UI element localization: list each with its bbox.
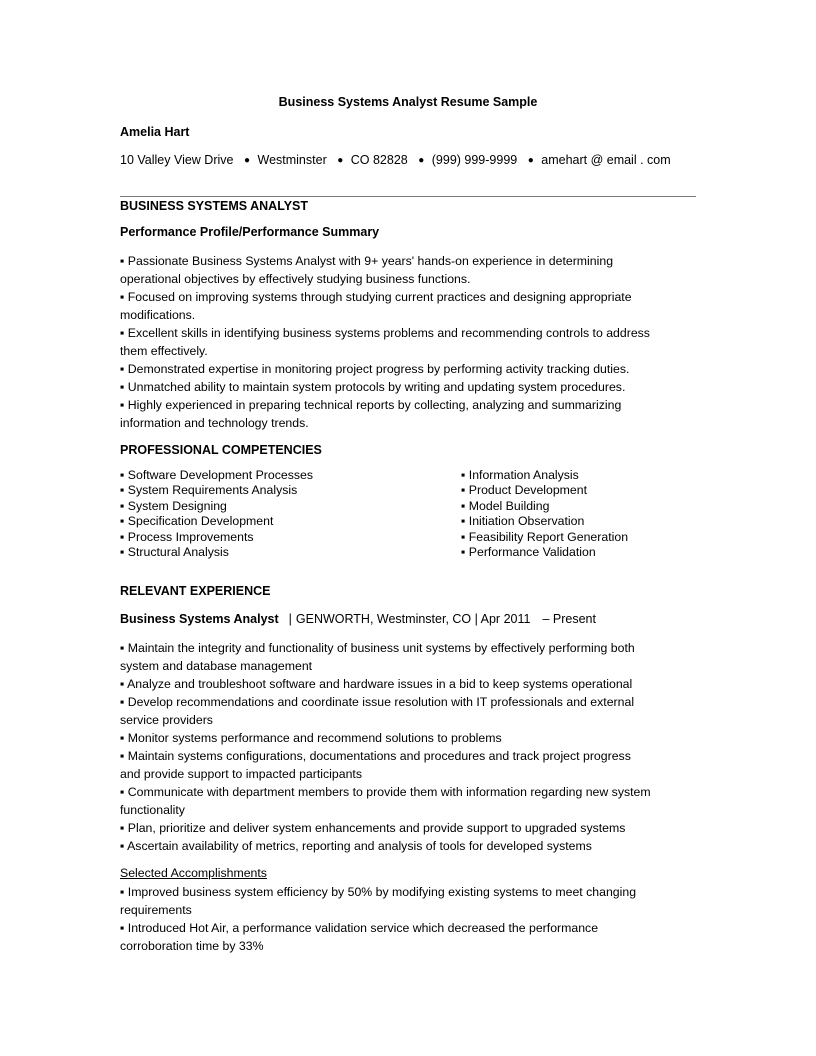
competency-item: ▪ Model Building [461,498,550,513]
summary-line: information and technology trends. [120,416,309,430]
competency-item: ▪ System Requirements Analysis [120,483,298,498]
competencies-right-column [461,468,628,560]
job-separator: | [288,612,292,626]
experience-line: system and database management [120,659,313,673]
competencies-left-column [120,468,313,560]
contact-phone: (999) 999-9999 [431,153,518,167]
experience-line: and provide support to impacted participants [120,767,362,781]
role-heading: BUSINESS SYSTEMS ANALYST [120,199,309,213]
experience-line: ▪ Communicate with department members to provide them with information regarding new system [120,785,651,799]
competency-item: ▪ Feasibility Report Generation [461,529,629,544]
summary-line: ▪ Highly experienced in preparing technical reports by collecting, analyzing and summarizing [120,398,622,412]
competency-item: ▪ Structural Analysis [120,545,229,560]
experience-line: ▪ Monitor systems performance and recommend solutions to problems [120,731,502,745]
bullet-icon: ● [418,155,425,166]
summary-line: ▪ Unmatched ability to maintain system protocols by writing and updating system procedures. [120,380,626,394]
competency-item: ▪ Product Development [461,483,588,498]
experience-line: ▪ Analyze and troubleshoot software and hardware issues in a bid to keep systems operational [120,677,633,691]
candidate-name: Amelia Hart [120,125,190,139]
competency-item: ▪ Specification Development [120,514,274,529]
summary-list [120,252,696,432]
bullet-icon: ● [337,155,344,166]
competencies-heading: PROFESSIONAL COMPETENCIES [120,443,322,457]
contact-line [120,153,671,167]
experience-line: ▪ Develop recommendations and coordinate issue resolution with IT professionals and external [120,695,635,709]
accomplishments-list [120,883,696,955]
summary-line: them effectively. [120,344,208,358]
experience-line: ▪ Maintain the integrity and functionality of business unit systems by effectively performing both [120,641,635,655]
job-title: Business Systems Analyst [120,612,279,626]
job-header [120,612,596,626]
competency-item: ▪ Initiation Observation [461,514,585,529]
summary-line: operational objectives by effectively studying business functions. [120,272,471,286]
experience-heading: RELEVANT EXPERIENCE [120,584,271,598]
profile-heading: Performance Profile/Performance Summary [120,225,380,239]
competency-item: ▪ Information Analysis [461,468,579,482]
summary-line: ▪ Passionate Business Systems Analyst with 9+ years' hands-on experience in determining [120,254,614,268]
summary-line: modifications. [120,308,196,322]
accomplishment-line: corroboration time by 33% [120,939,264,953]
competency-item: ▪ Performance Validation [461,545,596,560]
summary-line: ▪ Demonstrated expertise in monitoring project progress by performing activity tracking duties. [120,362,630,376]
competency-item: ▪ Software Development Processes [120,468,313,482]
contact-address: 10 Valley View Drive [120,153,234,167]
accomplishment-line: ▪ Introduced Hot Air, a performance validation service which decreased the performance [120,921,599,935]
bullet-icon: ● [243,155,251,166]
summary-line: ▪ Focused on improving systems through studying current practices and designing appropriate [120,290,632,304]
document-title: Business Systems Analyst Resume Sample [278,95,538,109]
experience-line: service providers [120,713,213,727]
job-end: – Present [542,612,596,626]
summary-line: ▪ Excellent skills in identifying business systems problems and recommending controls to address [120,326,650,340]
contact-city: Westminster [257,153,327,167]
experience-line: ▪ Plan, prioritize and deliver system enhancements and provide support to upgraded systems [120,821,626,835]
accomplishment-line: ▪ Improved business system efficiency by 50% by modifying existing systems to meet changing [120,885,637,899]
contact-email[interactable]: amehart @ email . com [541,153,671,167]
contact-state-zip: CO 82828 [350,153,408,167]
accomplishments-heading: Selected Accomplishments [120,866,267,880]
accomplishment-line: requirements [120,903,192,917]
experience-line: ▪ Ascertain availability of metrics, reporting and analysis of tools for developed systems [120,839,592,853]
section-divider [120,196,696,197]
experience-list [120,639,696,855]
competency-item: ▪ Process Improvements [120,529,254,544]
experience-line: ▪ Maintain systems configurations, documentations and procedures and track project progress [120,749,631,763]
bullet-icon: ● [527,155,534,166]
experience-line: functionality [120,803,185,817]
competency-item: ▪ System Designing [120,498,227,513]
job-details: GENWORTH, Westminster, CO | Apr 2011 [295,612,531,626]
